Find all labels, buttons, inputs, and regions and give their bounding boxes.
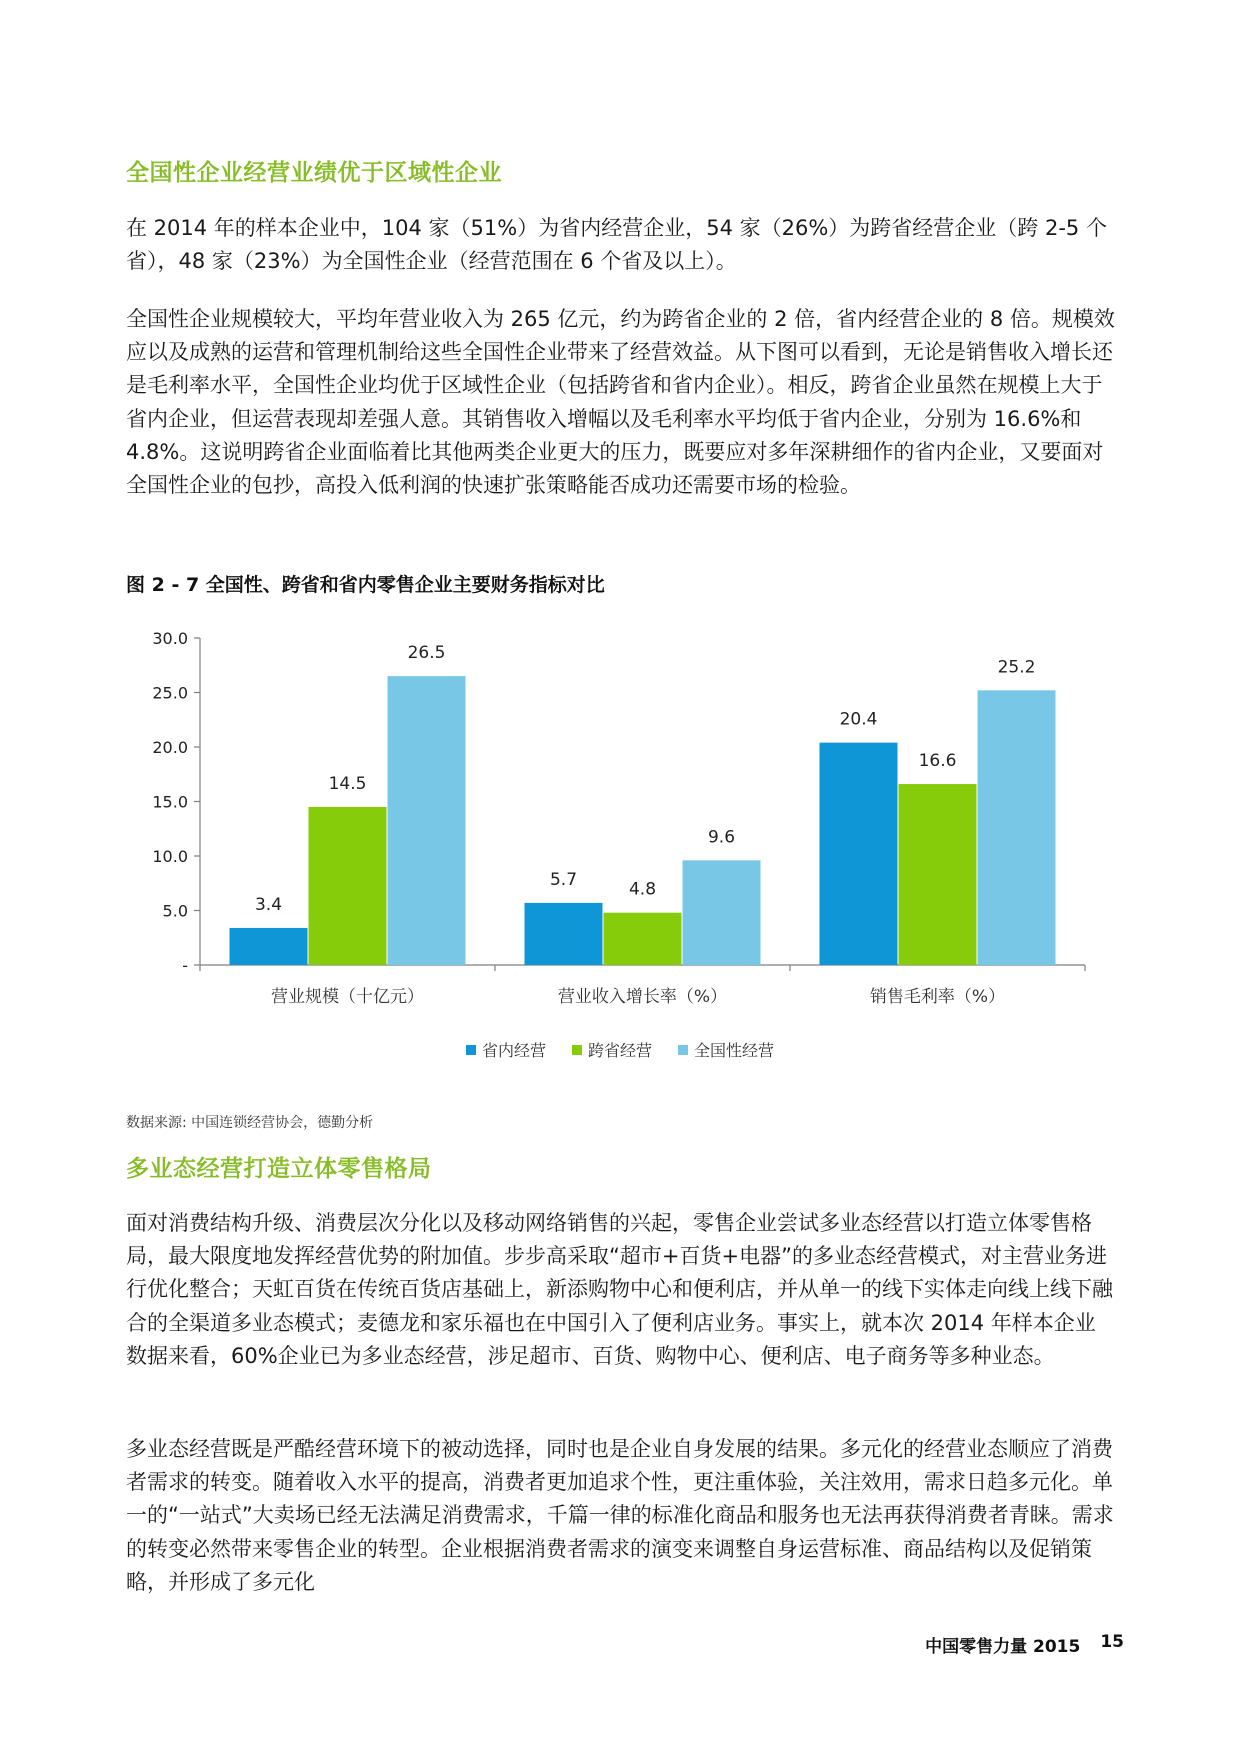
bar — [604, 913, 682, 965]
bars-group — [230, 676, 1056, 965]
legend-label: 跨省经营 — [587, 1041, 652, 1060]
data-label: 4.8 — [628, 879, 657, 900]
bar-chart — [120, 620, 1100, 1030]
y-axis — [152, 629, 200, 975]
data-label: 16.6 — [918, 751, 957, 772]
y-tick-label: 20.0 — [152, 738, 188, 757]
data-label: 5.7 — [549, 869, 578, 890]
y-tick-label: 10.0 — [152, 847, 188, 866]
page-number: 15 — [1100, 1632, 1124, 1652]
paragraph-multi-format-drivers: 多业态经营既是严酷经营环境下的被动选择，同时也是企业自身发展的结果。多元化的经营业态顺应了消费者需求的转变。随着收入水平的提高，消费者更加追求个性，更注重体验，关注效用，需求日趋多元化。单一的“一站式”大卖场已经无法满足消费需求，千篇一律的标准化商品和服务也无法再获得消费者青睐。需求的转变必然带来零售企业的转型。企业根据消费者需求的演变来调整自身运营标准、商品结构以及促销策略，并形成了多元化 — [126, 1437, 1114, 1594]
y-tick-label: 30.0 — [152, 629, 188, 648]
section-title-multi-format: 多业态经营打造立体零售格局 — [126, 1156, 432, 1182]
section-title-national-vs-regional: 全国性企业经营业绩优于区域性企业 — [126, 160, 502, 186]
legend-swatch — [466, 1045, 476, 1055]
figure-source: 数据来源: 中国连锁经营协会，德勤分析 — [126, 1115, 374, 1131]
data-label: 9.6 — [707, 827, 736, 848]
legend-swatch — [572, 1045, 582, 1055]
bar — [230, 928, 308, 965]
paragraph-national-advantage: 全国性企业规模较大，平均年营业收入为 265 亿元，约为跨省企业的 2 倍，省内经营企业的 8 倍。规模效应以及成熟的运营和管理机制给这些全国性企业带来了经营效益。从下图可以看到，无论是销售收入增长还是毛利率水平，全国性企业均优于区域性企业（包括跨省和省内企业）。相反，跨省企业虽然在规模上大于省内企业，但运营表现却差强人意。其销售收入增幅以及毛利率水平均低于省内企业，分别为 16.6%和 4.8%。这说明跨省企业面临着比其他两类企业更大的压力，既要应对多年深耕细作的省内企业，又要面对全国性企业的包抄，高投入低利润的快速扩张策略能否成功还需要市场的检验。 — [126, 307, 1115, 498]
bar — [978, 690, 1056, 965]
paragraph-sample-composition: 在 2014 年的样本企业中，104 家（51%）为省内经营企业，54 家（26%）为跨省经营企业（跨 2-5 个省），48 家（23%）为全国性企业（经营范围在 6 个省及以上）。 — [126, 216, 1107, 274]
legend-swatch — [678, 1045, 688, 1055]
y-tick-label: 5.0 — [162, 901, 188, 921]
figure-title: 图 2 - 7 全国性、跨省和省内零售企业主要财务指标对比 — [126, 574, 605, 596]
data-label: 25.2 — [997, 657, 1036, 678]
chart-legend — [0, 1038, 1240, 1061]
bar — [388, 676, 466, 965]
data-label: 14.5 — [328, 773, 367, 794]
publication-name: 中国零售力量 2015 — [925, 1637, 1081, 1657]
y-tick-label: 25.0 — [152, 683, 188, 703]
data-label: 20.4 — [839, 709, 878, 730]
legend-label: 省内经营 — [481, 1041, 546, 1060]
bar — [820, 743, 898, 965]
data-label: 3.4 — [254, 894, 283, 915]
legend-item — [678, 1038, 774, 1061]
bar — [899, 784, 977, 965]
x-category-label: 销售毛利率（%） — [869, 987, 1006, 1007]
bar — [525, 903, 603, 965]
data-label: 26.5 — [407, 643, 446, 664]
bar — [309, 807, 387, 965]
x-category-label: 营业收入增长率（%） — [557, 987, 728, 1007]
legend-item — [466, 1038, 546, 1061]
legend-item — [572, 1038, 652, 1061]
bar — [683, 860, 761, 965]
x-category-label: 营业规模（十亿元） — [271, 987, 424, 1007]
page-footer — [925, 1632, 1124, 1657]
y-tick-label: - — [182, 956, 188, 975]
y-tick-label: 15.0 — [152, 792, 188, 812]
x-axis — [200, 965, 1085, 1007]
paragraph-multi-format-examples: 面对消费结构升级、消费层次分化以及移动网络销售的兴起，零售企业尝试多业态经营以打造立体零售格局，最大限度地发挥经营优势的附加值。步步高采取“超市+百货+电器”的多业态经营模式，对主营业务进行优化整合；天虹百货在传统百货店基础上，新添购物中心和便利店，并从单一的线下实体走向线上线下融合的全渠道多业态模式；麦德龙和家乐福也在中国引入了便利店业务。事实上，就本次 2014 年样本企业数据来看，60%企业已为多业态经营，涉足超市、百货、购物中心、便利店、电子商务等多种业态。 — [126, 1211, 1113, 1368]
legend-label: 全国性经营 — [694, 1041, 775, 1060]
